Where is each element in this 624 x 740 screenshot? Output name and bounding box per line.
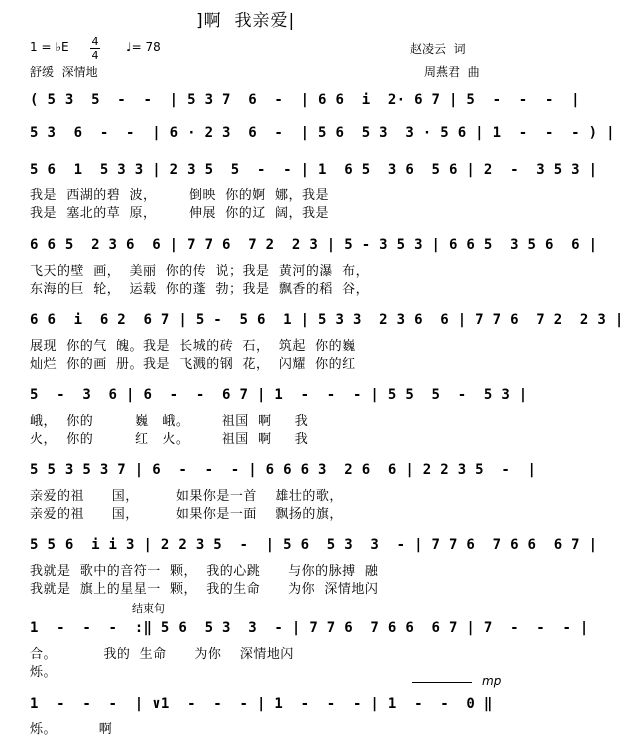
system-5-notes: 6 6 i 6 2 6 7 | 5 - 5 6 1 | 5 3 3 2 3 6 6 | 7 7 6 7 2 2 3 | <box>30 312 624 328</box>
system-8-lyrics-1: 我就是 歌中的音符一 颗， 我的心跳 与你的脉搏 融 <box>30 564 379 579</box>
lyricist-credit: 赵凌云 词 <box>410 42 466 56</box>
system-2-notes: 5 3 6 - - | 6 · 2 3 6 - | 5 6 5 3 3 · 5 6 | 1 - - - ) | <box>30 125 615 141</box>
system-6-notes: 5 - 3 6 | 6 - - 6 7 | 1 - - - | 5 5 5 - 5 3 | <box>30 387 528 403</box>
system-10-notes: 1 - - - | ∨1 - - - | 1 - - - | 1 - - 0 ‖ <box>30 696 493 712</box>
system-10-lyrics-1: 烁。 啊 <box>30 722 113 737</box>
tempo-mark: ♩= 78 <box>126 40 161 54</box>
system-8-notes: 5 5 6 i i 3 | 2 2 3 5 - | 5 6 5 3 3 - | 7 7 6 7 6 6 6 7 | <box>30 537 598 553</box>
system-7-lyrics-2: 亲爱的祖 国， 如果你是一面 飘扬的旗， <box>30 507 343 522</box>
system-9-lyrics-1: 合。 我的 生命 为你 深情地闪 <box>30 647 294 662</box>
system-7-lyrics-1: 亲爱的祖 国， 如果你是一首 雄壮的歌， <box>30 489 343 504</box>
time-top: 4 <box>91 35 99 48</box>
system-1-notes: ( 5 3 5 - - | 5 3 7 6 - | 6 6 i 2· 6 7 | 5 - - - | <box>30 92 580 108</box>
system-7-notes: 5 5 3 5 3 7 | 6 - - - | 6 6 6 3 2 6 6 | 2 2 3 5 - | <box>30 462 537 478</box>
system-3-notes: 5 6 1 5 3 3 | 2 3 5 5 - - | 1 6 5 3 6 5 6 | 2 - 3 5 3 | <box>30 162 598 178</box>
system-9-lyrics-2: 烁。 <box>30 665 58 680</box>
key-signature: 1 = ♭E <box>30 40 69 54</box>
system-6-lyrics-2: 火， 你的 红 火。 祖国 啊 我 <box>30 432 309 447</box>
system-3-lyrics-1: 我是 西湖的碧 波， 倒映 你的婀 娜，我是 <box>30 188 329 203</box>
system-3-lyrics-2: 我是 塞北的草 原， 伸展 你的辽 阔，我是 <box>30 206 329 221</box>
system-5-lyrics-1: 展现 你的气 魄。我是 长城的砖 石， 筑起 你的巍 <box>30 339 356 354</box>
time-signature <box>90 36 100 61</box>
ending-label: 结束句 <box>132 602 165 615</box>
system-4-lyrics-2: 东海的巨 轮， 运载 你的蓬 勃；我是 飘香的稻 谷， <box>30 282 370 297</box>
time-bottom: 4 <box>91 49 99 62</box>
dynamic-mark: mp <box>482 674 502 688</box>
system-5-lyrics-2: 灿烂 你的画 册。我是 飞溅的钢 花， 闪耀 你的红 <box>30 357 356 372</box>
system-9-notes: 1 - - - :‖ 5 6 5 3 3 - | 7 7 6 7 6 6 6 7 | 7 - - - | <box>30 620 589 636</box>
system-4-notes: 6 6 5 2 3 6 6 | 7 7 6 7 2 2 3 | 5 - 3 5 3 | 6 6 5 3 5 6 6 | <box>30 237 598 253</box>
system-6-lyrics-1: 峨， 你的 巍 峨。 祖国 啊 我 <box>30 414 309 429</box>
composer-credit: 周燕君 曲 <box>424 65 480 79</box>
crescendo-line <box>412 682 472 683</box>
style-marking: 舒缓 深情地 <box>30 65 98 79</box>
song-title: ]啊 我亲爱| <box>196 11 296 31</box>
system-8-lyrics-2: 我就是 旗上的星星一 颗， 我的生命 为你 深情地闪 <box>30 582 379 597</box>
system-4-lyrics-1: 飞天的壁 画， 美丽 你的传 说；我是 黄河的瀑 布， <box>30 264 370 279</box>
